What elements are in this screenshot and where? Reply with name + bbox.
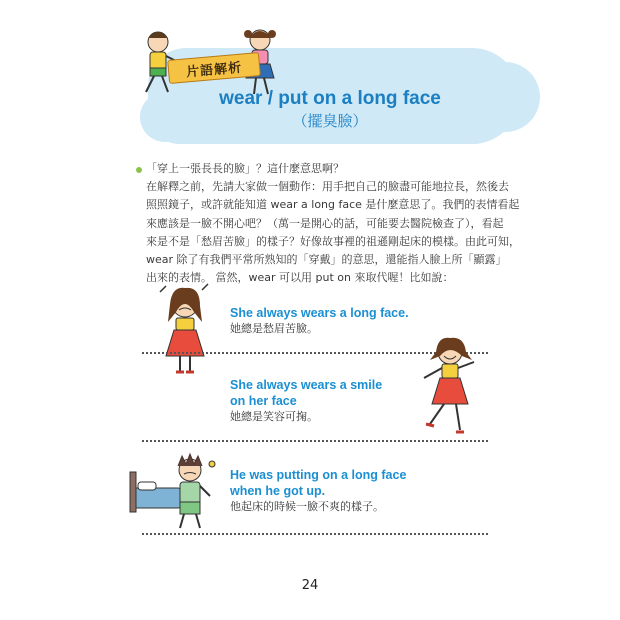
explanation-paragraph: [146, 160, 520, 287]
page-title: wear / put on a long face: [219, 88, 441, 109]
page-number: 24: [301, 578, 319, 593]
paragraph-line: 出來的表情。 當然，wear 可以用 put on 來取代喔！比如說：: [146, 271, 454, 285]
paragraph-line: 照照鏡子，或許就能知道 wear a long face 是什麼意思了。我們的表情看起: [146, 198, 520, 212]
paragraph-line: 「穿上一張長長的臉」？這什麼意思啊？: [146, 162, 344, 175]
paragraph-line: wear 除了有我們平常所熟知的「穿戴」的意思，還能指人臉上所「顯露」: [146, 253, 507, 267]
example-english: She always wears a smile: [230, 378, 383, 392]
example-3: [230, 467, 406, 515]
example-english: He was putting on a long face: [230, 468, 407, 482]
example-chinese: 他起床的時候一臉不爽的樣子。: [230, 500, 384, 513]
grumpy-boy-bed-illustration: [128, 452, 224, 534]
smiling-girl-illustration: [412, 334, 482, 438]
bullet-icon: [136, 167, 142, 173]
paragraph-line: 在解釋之前，先請大家做一個動作：用手把自己的臉盡可能地拉長，然後去: [146, 180, 509, 194]
example-chinese: 她總是笑容可掬。: [230, 410, 318, 423]
dotted-divider: [142, 440, 488, 442]
paragraph-line: 來是不是「愁眉苦臉」的樣子？好像故事裡的祖遜剛起床的模樣。由此可知，: [146, 234, 520, 248]
frowning-girl-illustration: [150, 282, 220, 378]
paragraph-line: 來應該是一臉不開心吧？（萬一是開心的話，可能要去醫院檢查了），看起: [146, 216, 504, 230]
example-chinese: 她總是愁眉苦臉。: [230, 322, 318, 335]
banner-label: 片語解析: [185, 60, 243, 80]
example-english: on her face: [230, 394, 297, 408]
example-1: [230, 305, 409, 337]
example-2: [230, 377, 382, 425]
dotted-divider: [142, 533, 488, 535]
page-subtitle: （擺臭臉）: [292, 112, 368, 130]
example-english: She always wears a long face.: [230, 306, 409, 320]
example-english: when he got up.: [230, 484, 326, 498]
